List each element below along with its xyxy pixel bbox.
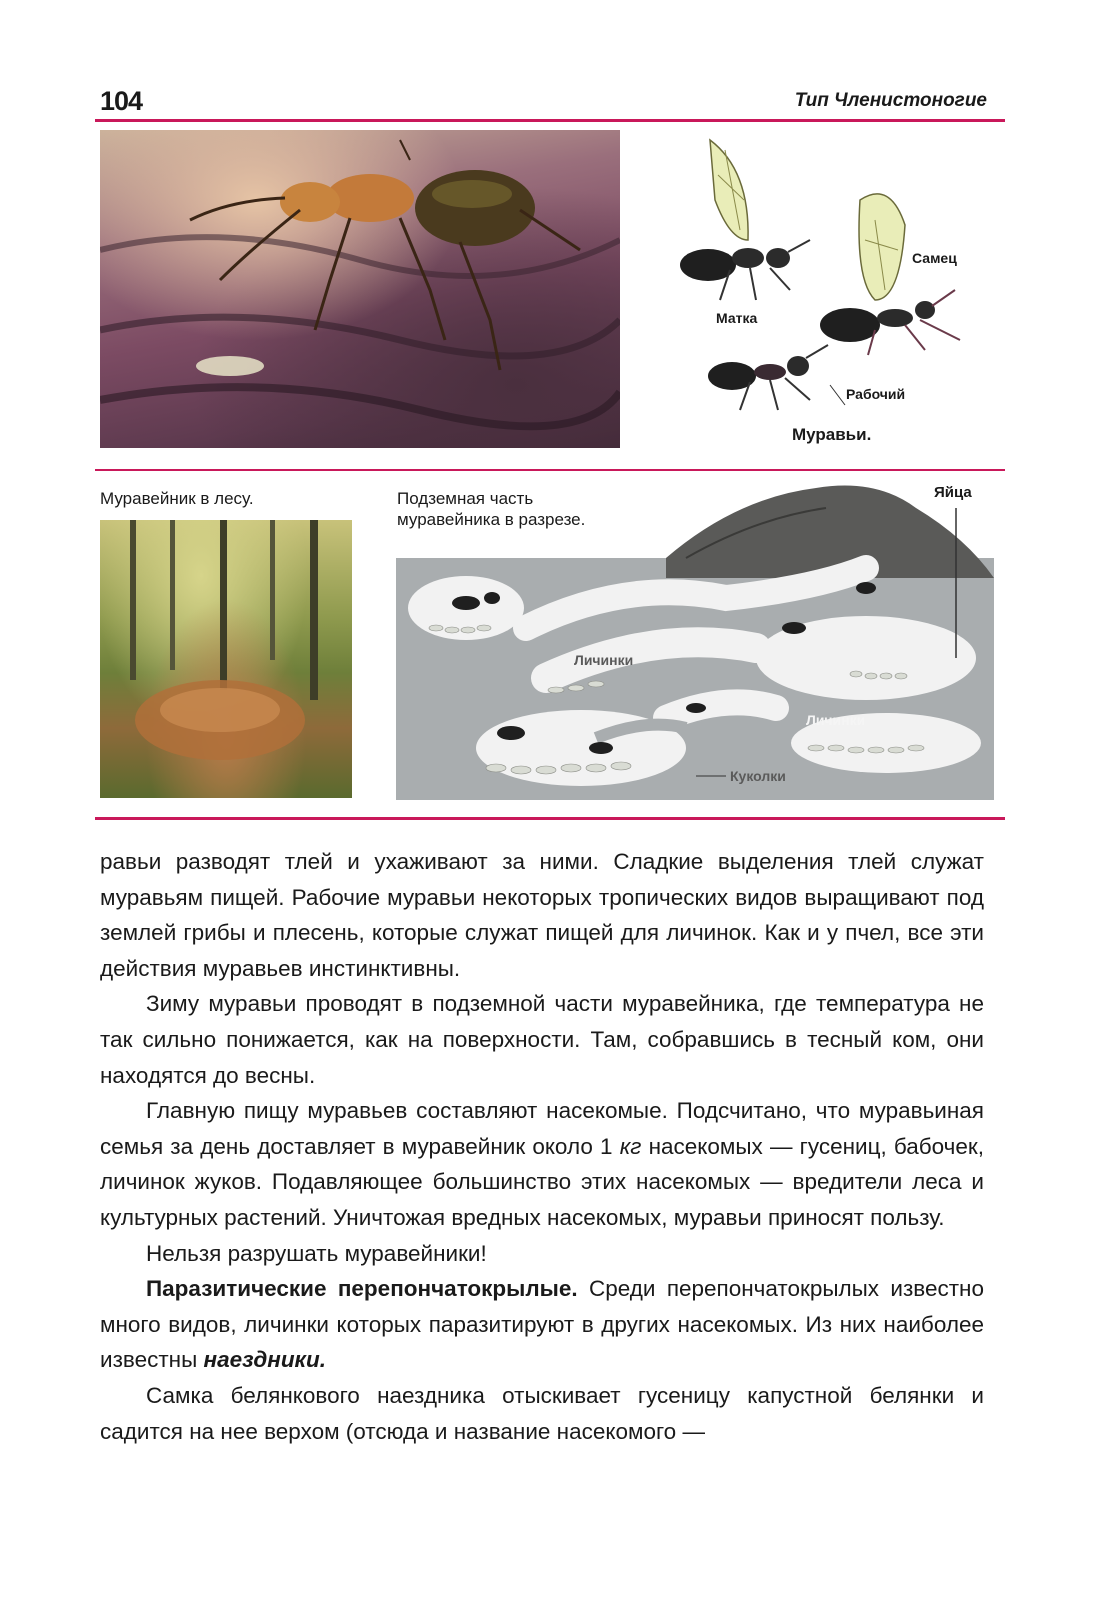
- paragraph-1: равьи разводят тлей и ухаживают за ними. Сладкие выделения тлей служат муравьям пищей. Рабочие муравьи некоторых тропических видов выращивают под землей грибы и плесень, которые служат пищей для личинок. Как и у пчел, все эти действия муравьев инстинктивны.: [100, 849, 984, 981]
- unit-kg: кг: [619, 1133, 642, 1159]
- ant-photo: [100, 130, 620, 448]
- label-worker: Рабочий: [846, 386, 906, 402]
- paragraph-6: Самка белянкового наездника отыскивает гусеницу капустной белянки и садится на нее верхом (отсюда и название насекомого —: [100, 1382, 984, 1444]
- ant-castes-drawing: [670, 130, 1000, 430]
- ants-caption: Муравьи.: [792, 425, 872, 444]
- section-heading: Паразитические перепончатокрылые.: [146, 1276, 578, 1302]
- forest-anthill-photo: [100, 520, 352, 798]
- underground-caption-line2: муравейника в разрезе.: [397, 510, 586, 529]
- page-number: 104: [100, 86, 143, 116]
- label-larvae-1: Личинки: [574, 652, 634, 668]
- paragraph-5-text: Среди перепончатокрылых известно много видов, личинки которых паразитируют в других насекомых. Из них наиболее известны: [100, 1276, 984, 1373]
- paragraph-3-text-b: насекомых — гусениц, бабочек, личинок жуков. Подавляющее большинство этих насекомых — вредители леса и культурных растений. Уничтожая вредных насекомых, муравьи приносят пользу.: [100, 1133, 984, 1230]
- term-naezdniki: наездники.: [203, 1347, 326, 1373]
- paragraph-5: [100, 1271, 984, 1378]
- forest-caption: Муравейник в лесу.: [100, 489, 254, 508]
- paragraph-3: [100, 1093, 984, 1235]
- running-title: Тип Членистоногие: [794, 90, 987, 111]
- body-text: [100, 844, 984, 1449]
- underground-caption-line1: Подземная часть: [397, 489, 534, 508]
- label-larvae-2: Личинки: [806, 712, 866, 728]
- label-pupae: Куколки: [730, 768, 786, 784]
- header-rule: [95, 119, 1005, 122]
- figure-rule: [95, 469, 1005, 471]
- ant-on-bark-illustration: [100, 130, 620, 448]
- anthill-cross-section: [396, 478, 994, 800]
- label-queen: Матка: [716, 310, 758, 326]
- paragraph-4: Нельзя разрушать муравейники!: [146, 1240, 487, 1266]
- forest-trees-illustration: [100, 520, 352, 798]
- paragraph-3-text-a: Главную пищу муравьев составляют насекомые. Подсчитано, что муравьиная семья за день доставляет в муравейник около 1: [100, 1098, 984, 1159]
- label-male: Самец: [912, 250, 957, 266]
- text-rule: [95, 817, 1005, 820]
- paragraph-2: Зиму муравьи проводят в подземной части муравейника, где температура не так сильно понижается, как на поверхности. Там, собравшись в тесный ком, они находятся до весны.: [100, 991, 984, 1088]
- label-eggs: Яйца: [934, 484, 972, 501]
